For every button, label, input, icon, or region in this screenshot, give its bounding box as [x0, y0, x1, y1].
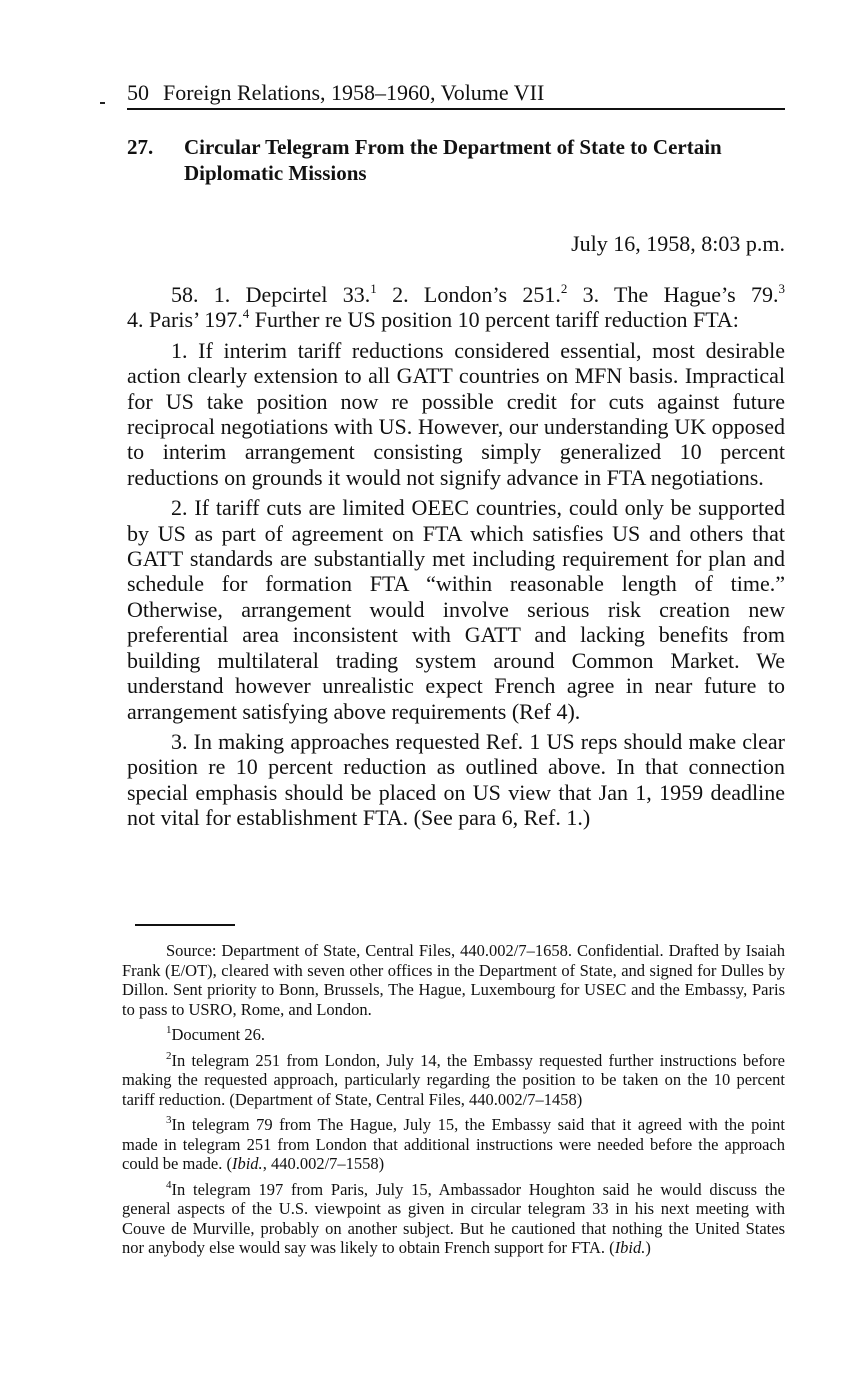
document-title: Circular Telegram From the Department of State to Certain Diplomatic Missions [184, 135, 722, 185]
footnote-2 [122, 1051, 785, 1110]
paragraph-2: 2. If tariff cuts are limited OEEC countries, could only be supported by US as part of agreement on FTA which satisfies US and others that GATT standards are substantially met including requirement for plan and schedule for formation FTA “within reasonable length of time.” Otherwise, arrangement would involve serious risk creation new preferential area inconsistent with GATT and lacking benefits from building multilateral trading system around Common Market. We understand however unrealistic expect French agree in near future to arrangement satisfying above requirements (Ref 4). [127, 495, 785, 724]
volume-title: Foreign Relations, 1958–1960, Volume VII [163, 80, 545, 105]
paragraph-3: 3. In making approaches requested Ref. 1 US reps should make clear position re 10 percent reduction as outlined above. In that connection special emphasis should be placed on US view that Jan 1, 1959 deadline not vital for establishment FTA. (See para 6, Ref. 1.) [127, 728, 785, 831]
footnote-text: ) [645, 1238, 651, 1257]
footnote-mark: 4 [166, 1178, 172, 1191]
paragraph-1: 1. If interim tariff reductions considered essential, most desirable action clearly extension to all GATT countries on MFN basis. Impractical for US take position now re possible credit for cuts against future reciprocal negotiations with US. However, our understanding UK opposed to interim arrangement consisting simply generalized 10 percent reductions on grounds it would not signify advance in FTA negotiations. [127, 337, 785, 490]
header-rule [127, 108, 785, 110]
footnote-rule [135, 924, 235, 926]
footnotes [122, 941, 785, 1264]
opening-text: 3. The Hague’s 79. [567, 282, 779, 307]
footnote-4 [122, 1180, 785, 1258]
ibid-citation: Ibid. [614, 1238, 646, 1257]
footnote-ref: 4 [242, 306, 250, 322]
footnote-text: , 440.002/7–1558) [262, 1154, 385, 1173]
footnote-ref: 2 [560, 281, 568, 296]
footnote-text: Document 26. [171, 1025, 265, 1044]
opening-line [127, 282, 785, 307]
footnote-text: In telegram 251 from London, July 14, the Embassy requested further instructions before making the requested approach, particularly regarding the position to be taken on the 10 percent tariff reduction. (Department of State, Central Files, 440.002/7–1458) [122, 1050, 785, 1109]
opening-text: 2. London’s 251. [376, 282, 561, 307]
dateline: July 16, 1958, 8:03 p.m. [571, 231, 785, 256]
opening-text: 4. Paris’ 197. [127, 307, 243, 333]
opening-line-continued [127, 307, 785, 332]
source-note: Source: Department of State, Central Files, 440.002/7–1658. Confidential. Drafted by Isaiah Frank (E/OT), cleared with seven other offices in the Department of State, and signed for Dulles by Dillon. Sent priority to Bonn, Brussels, The Hague, Luxembourg for USEC and the Embassy, Paris to pass to USRO, Rome, and London. [122, 941, 785, 1019]
footnote-ref: 1 [370, 281, 377, 296]
margin-tick [100, 102, 105, 104]
footnote-mark: 1 [166, 1024, 172, 1036]
ibid-citation: Ibid. [231, 1154, 263, 1173]
footnote-1 [122, 1025, 785, 1045]
footnote-mark: 3 [166, 1114, 172, 1126]
footnote-text: In telegram 197 from Paris, July 15, Ambassador Houghton said he would discuss the general aspects of the U.S. viewpoint as given in circular telegram 33 in his next meeting with Couve de Murville, probably on another subject. But he cautioned that nothing the United States nor anybody else would say was likely to obtain French support for FTA. ( [122, 1179, 785, 1257]
page-number: 50 [127, 80, 149, 105]
footnote-mark: 2 [166, 1049, 172, 1062]
document-number: 27. [127, 135, 154, 159]
running-header [127, 79, 785, 107]
opening-text: 58. 1. Depcirtel 33. [171, 282, 371, 307]
footnote-3 [122, 1115, 785, 1174]
footnote-ref: 3 [778, 281, 785, 296]
telegram-body [127, 282, 785, 836]
footnote-text: In telegram 79 from The Hague, July 15, the Embassy said that it agreed with the point made in telegram 251 from London that additional instructions were needed before the approach could be made. ( [122, 1115, 785, 1173]
opening-text: Further re US position 10 percent tariff reduction FTA: [249, 307, 739, 333]
